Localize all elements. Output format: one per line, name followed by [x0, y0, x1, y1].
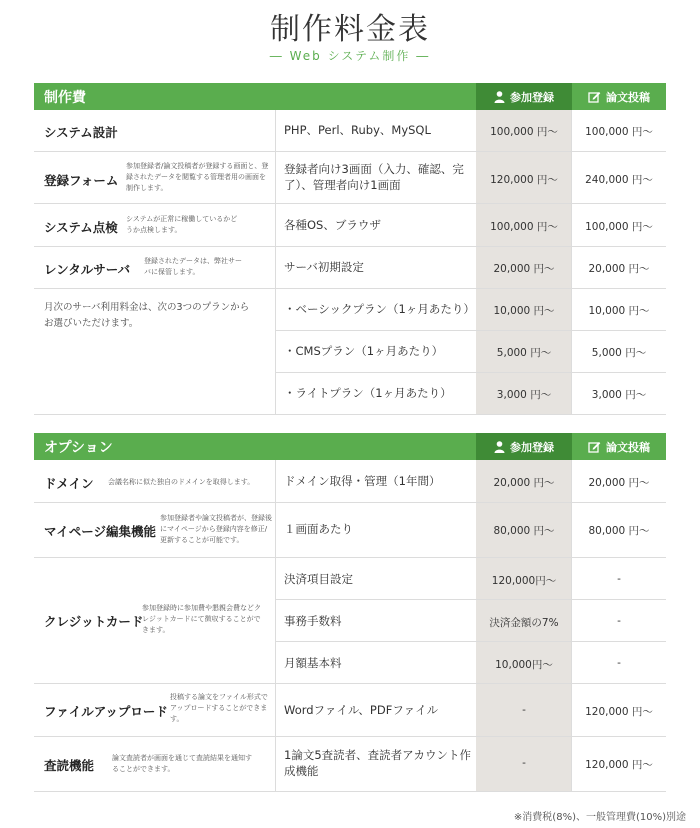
- registration-column-label: 参加登録: [510, 90, 554, 104]
- row-item: 各種OS、ブラウザ: [284, 218, 381, 232]
- row-description: 参加登録時に参加費や懇親会費などクレジットカードにて徴収することができます。: [142, 604, 261, 634]
- production-section: [34, 83, 666, 415]
- registration-price: 80,000 円〜: [493, 525, 555, 537]
- registration-price: 5,000 円〜: [496, 347, 552, 359]
- row-divider: [34, 246, 666, 247]
- submission-price: 3,000 円〜: [591, 389, 647, 401]
- row-divider: [34, 736, 666, 737]
- server-plan-note: 月次のサーバ利用料金は、次の3つのプランからお選びいただけます。: [44, 302, 250, 329]
- page-title: 制作料金表: [270, 12, 430, 47]
- row-item: 事務手数料: [284, 614, 342, 628]
- row-item: 月額基本料: [284, 656, 342, 670]
- row-name: 査読機能: [44, 758, 95, 773]
- submission-price: -: [617, 573, 621, 585]
- registration-price: 10,000円〜: [495, 659, 553, 671]
- production-title: 制作費: [44, 90, 86, 106]
- submission-column-header: [571, 83, 667, 110]
- row-divider: [275, 599, 666, 600]
- row-divider: [34, 414, 666, 415]
- row-divider: [34, 683, 666, 684]
- row-description: システムが正常に稼働しているかどうか点検します。: [126, 215, 238, 234]
- page-subtitle: ― Web システム制作 ―: [269, 49, 431, 63]
- row-item: 決済項目設定: [284, 572, 353, 586]
- row-name: ファイルアップロード: [44, 704, 168, 719]
- submission-price: -: [617, 657, 621, 669]
- row-item: PHP、Perl、Ruby、MySQL: [284, 123, 431, 137]
- row-item: １画面あたり: [284, 522, 353, 536]
- tax-footnote: ※消費税(8%)、一般管理費(10%)別途: [513, 812, 686, 823]
- plan-item: ・ベーシックプラン（1ヶ月あたり）: [284, 302, 475, 316]
- row-name: システム点検: [44, 220, 118, 235]
- divider: [275, 460, 276, 792]
- row-description: 参加登録者や論文投稿者が、登録後にマイページから登録内容を修正/更新することが可能です。: [160, 514, 272, 544]
- row-description: 投稿する論文をファイル形式でアップロードすることができます。: [170, 693, 268, 723]
- options-header: [34, 433, 666, 460]
- row-divider: [275, 372, 666, 373]
- registration-price: 20,000 円〜: [493, 477, 555, 489]
- registration-price: 100,000 円〜: [490, 221, 558, 233]
- plan-item: ・CMSプラン（1ヶ月あたり）: [284, 344, 444, 358]
- row-item: 1論文5査読者、査読者アカウント作成機能: [284, 748, 472, 778]
- submission-column-header: [571, 433, 667, 460]
- row-item: Wordファイル、PDFファイル: [284, 703, 439, 717]
- submission-price: 10,000 円〜: [588, 305, 650, 317]
- submission-price: 20,000 円〜: [588, 263, 650, 275]
- person-icon: [494, 91, 505, 103]
- submission-price: -: [617, 615, 621, 627]
- registration-price: 120,000円〜: [491, 575, 557, 587]
- submission-price: 100,000 円〜: [585, 126, 653, 138]
- row-description: 参加登録者/論文投稿者が登録する画面と、登録されたデータを閲覧する管理者用の画面を制作します。: [126, 162, 269, 192]
- submission-column-label: 論文投稿: [606, 90, 650, 104]
- row-description: 会議名称に似た独自のドメインを取得します。: [108, 478, 255, 486]
- registration-price: 10,000 円〜: [493, 305, 555, 317]
- row-name: マイページ編集機能: [44, 524, 157, 539]
- edit-icon: [588, 91, 601, 103]
- submission-price: 120,000 円〜: [585, 759, 653, 771]
- registration-price: 20,000 円〜: [493, 263, 555, 275]
- registration-column-header: [476, 83, 572, 110]
- divider: [275, 110, 276, 415]
- submission-price: 20,000 円〜: [588, 477, 650, 489]
- registration-price: 決済金額の7%: [489, 617, 559, 629]
- registration-price: 120,000 円〜: [490, 174, 558, 186]
- options-title: オプション: [44, 440, 113, 456]
- submission-price: 120,000 円〜: [585, 706, 653, 718]
- registration-price: -: [522, 704, 526, 716]
- row-name: ドメイン: [44, 476, 94, 491]
- row-divider: [34, 502, 666, 503]
- row-name: レンタルサーバ: [44, 262, 131, 277]
- row-name: クレジットカード: [44, 614, 144, 629]
- row-item: サーバ初期設定: [284, 260, 364, 274]
- submission-price: 240,000 円〜: [585, 174, 653, 186]
- row-divider: [34, 557, 666, 558]
- production-table: [34, 110, 666, 415]
- plan-item: ・ライトプラン（1ヶ月あたり）: [284, 386, 452, 400]
- registration-column-header: [476, 433, 572, 460]
- row-description: 論文査読者が画面を通じて査読結果を通知することができます。: [112, 754, 252, 773]
- registration-price: 100,000 円〜: [490, 126, 558, 138]
- registration-price: 3,000 円〜: [496, 389, 552, 401]
- row-divider: [34, 288, 666, 289]
- submission-price: 80,000 円〜: [588, 525, 650, 537]
- row-description: 登録されたデータは、弊社サーバに保管します。: [144, 257, 242, 276]
- row-divider: [275, 330, 666, 331]
- row-divider: [34, 791, 666, 792]
- registration-column-label: 参加登録: [510, 440, 554, 454]
- row-item: ドメイン取得・管理（1年間）: [284, 474, 441, 488]
- submission-price: 100,000 円〜: [585, 221, 653, 233]
- options-section: [34, 433, 666, 792]
- person-icon: [494, 441, 505, 453]
- row-divider: [34, 151, 666, 152]
- row-item: 登録者向け3画面（入力、確認、完了）、管理者向け1画面: [284, 162, 464, 192]
- registration-price: -: [522, 757, 526, 769]
- row-name: システム設計: [44, 125, 118, 140]
- production-header: [34, 83, 666, 110]
- row-divider: [34, 203, 666, 204]
- options-table: [34, 460, 666, 792]
- submission-column-label: 論文投稿: [606, 440, 650, 454]
- row-name: 登録フォーム: [44, 173, 119, 188]
- submission-price: 5,000 円〜: [591, 347, 647, 359]
- edit-icon: [588, 441, 601, 453]
- row-divider: [275, 641, 666, 642]
